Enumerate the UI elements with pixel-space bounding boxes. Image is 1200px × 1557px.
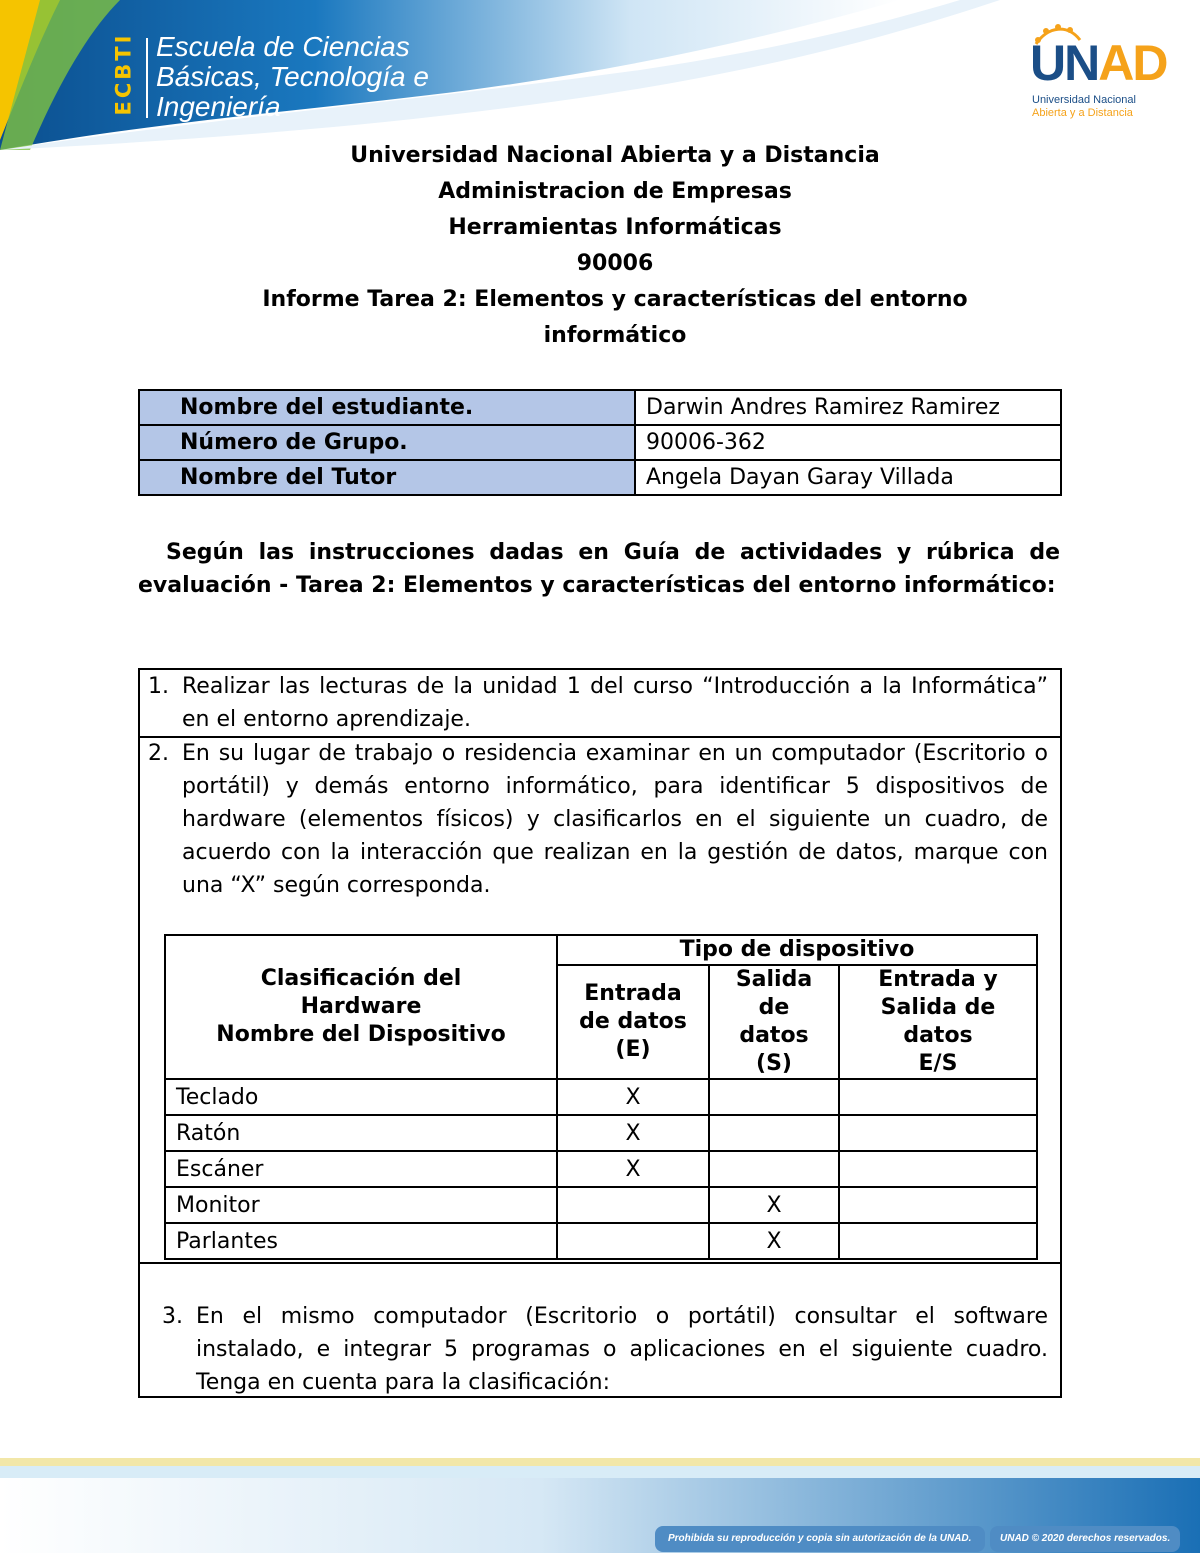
input-column-header: Entrada de datos (E) bbox=[557, 965, 709, 1079]
school-name: Escuela de Ciencias Básicas, Tecnología e Ingeniería bbox=[156, 31, 429, 122]
task-number: 3. bbox=[162, 1304, 183, 1329]
input-mark: X bbox=[557, 1115, 709, 1151]
course-code: 90006 bbox=[576, 251, 654, 276]
io-column-header: Entrada y Salida de datos E/S bbox=[839, 965, 1037, 1079]
output-column-header: Salida de datos (S) bbox=[709, 965, 839, 1079]
table-row bbox=[165, 1079, 1037, 1115]
program-title: Administracion de Empresas bbox=[438, 179, 792, 204]
footer-notice: Prohibida su reproducción y copia sin autorización de la UNAD. bbox=[668, 1533, 972, 1544]
footer-copyright: UNAD © 2020 derechos reservados. bbox=[1000, 1533, 1171, 1544]
input-mark: X bbox=[557, 1151, 709, 1187]
logo-wordmark: UNAD bbox=[1030, 35, 1167, 91]
output-mark bbox=[709, 1151, 839, 1187]
logo-subtitle-2: Abierta y a Distancia bbox=[1032, 107, 1133, 119]
tasks-box bbox=[138, 668, 1062, 1398]
document-titles bbox=[0, 138, 1200, 354]
device-name: Parlantes bbox=[165, 1223, 557, 1259]
output-mark: X bbox=[709, 1223, 839, 1259]
output-mark bbox=[709, 1079, 839, 1115]
input-mark bbox=[557, 1223, 709, 1259]
table-row bbox=[165, 1151, 1037, 1187]
tutor-name-value: Angela Dayan Garay Villada bbox=[635, 460, 1061, 495]
header-divider bbox=[146, 38, 148, 118]
task-text: En su lugar de trabajo o residencia examinar en un computador (Escritorio o portátil) y demás entorno informático, para identificar 5 dispositivos de hardware (elementos físicos) y clasificarlos en el siguiente un cuadro, de acuerdo con la interacción que realizan en la gestión de datos, marque con una “X” según corresponda. bbox=[182, 741, 1048, 898]
header-banner bbox=[0, 0, 1200, 150]
device-name: Ratón bbox=[165, 1115, 557, 1151]
student-name-label: Nombre del estudiante. bbox=[139, 390, 635, 425]
tutor-name-label: Nombre del Tutor bbox=[139, 460, 635, 495]
input-mark bbox=[557, 1187, 709, 1223]
university-title: Universidad Nacional Abierta y a Distancia bbox=[350, 143, 880, 168]
group-number-label: Número de Grupo. bbox=[139, 425, 635, 460]
io-mark bbox=[839, 1187, 1037, 1223]
ecbti-vertical-label: ECBTI bbox=[111, 32, 136, 116]
instructions-paragraph: Según las instrucciones dadas en Guía de actividades y rúbrica de evaluación - Tarea 2: Elementos y características del entorno informático: bbox=[138, 540, 1060, 598]
logo-subtitle-1: Universidad Nacional bbox=[1032, 94, 1136, 106]
device-type-header: Tipo de dispositivo bbox=[557, 935, 1037, 965]
io-mark bbox=[839, 1079, 1037, 1115]
classification-header: Clasificación del Hardware Nombre del Dispositivo bbox=[165, 935, 557, 1079]
task-divider bbox=[140, 1262, 1060, 1264]
table-row bbox=[165, 1187, 1037, 1223]
io-mark bbox=[839, 1115, 1037, 1151]
table-row bbox=[139, 460, 1061, 495]
task-text: En el mismo computador (Escritorio o portátil) consultar el software instalado, e integrar 5 programas o aplicaciones en el siguiente cuadro. Tenga en cuenta para la clasificación: bbox=[196, 1304, 1048, 1395]
input-mark: X bbox=[557, 1079, 709, 1115]
task-number: 2. bbox=[148, 741, 169, 766]
unad-logo bbox=[1030, 22, 1167, 122]
io-mark bbox=[839, 1151, 1037, 1187]
table-row bbox=[139, 390, 1061, 425]
table-row bbox=[165, 1115, 1037, 1151]
report-title-line2: informático bbox=[543, 323, 687, 348]
io-mark bbox=[839, 1223, 1037, 1259]
group-number-value: 90006-362 bbox=[635, 425, 1061, 460]
student-name-value: Darwin Andres Ramirez Ramirez bbox=[635, 390, 1061, 425]
table-row bbox=[165, 1223, 1037, 1259]
device-name: Escáner bbox=[165, 1151, 557, 1187]
report-title-line1: Informe Tarea 2: Elementos y características del entorno bbox=[262, 287, 968, 312]
device-name: Monitor bbox=[165, 1187, 557, 1223]
student-info-table bbox=[138, 389, 1062, 496]
hardware-classification-table bbox=[164, 934, 1038, 1260]
table-row bbox=[139, 425, 1061, 460]
task-text: Realizar las lecturas de la unidad 1 del curso “Introducción a la Informática” en el entorno aprendizaje. bbox=[182, 674, 1048, 732]
output-mark: X bbox=[709, 1187, 839, 1223]
course-title: Herramientas Informáticas bbox=[448, 215, 782, 240]
task-number: 1. bbox=[148, 674, 169, 699]
device-name: Teclado bbox=[165, 1079, 557, 1115]
output-mark bbox=[709, 1115, 839, 1151]
